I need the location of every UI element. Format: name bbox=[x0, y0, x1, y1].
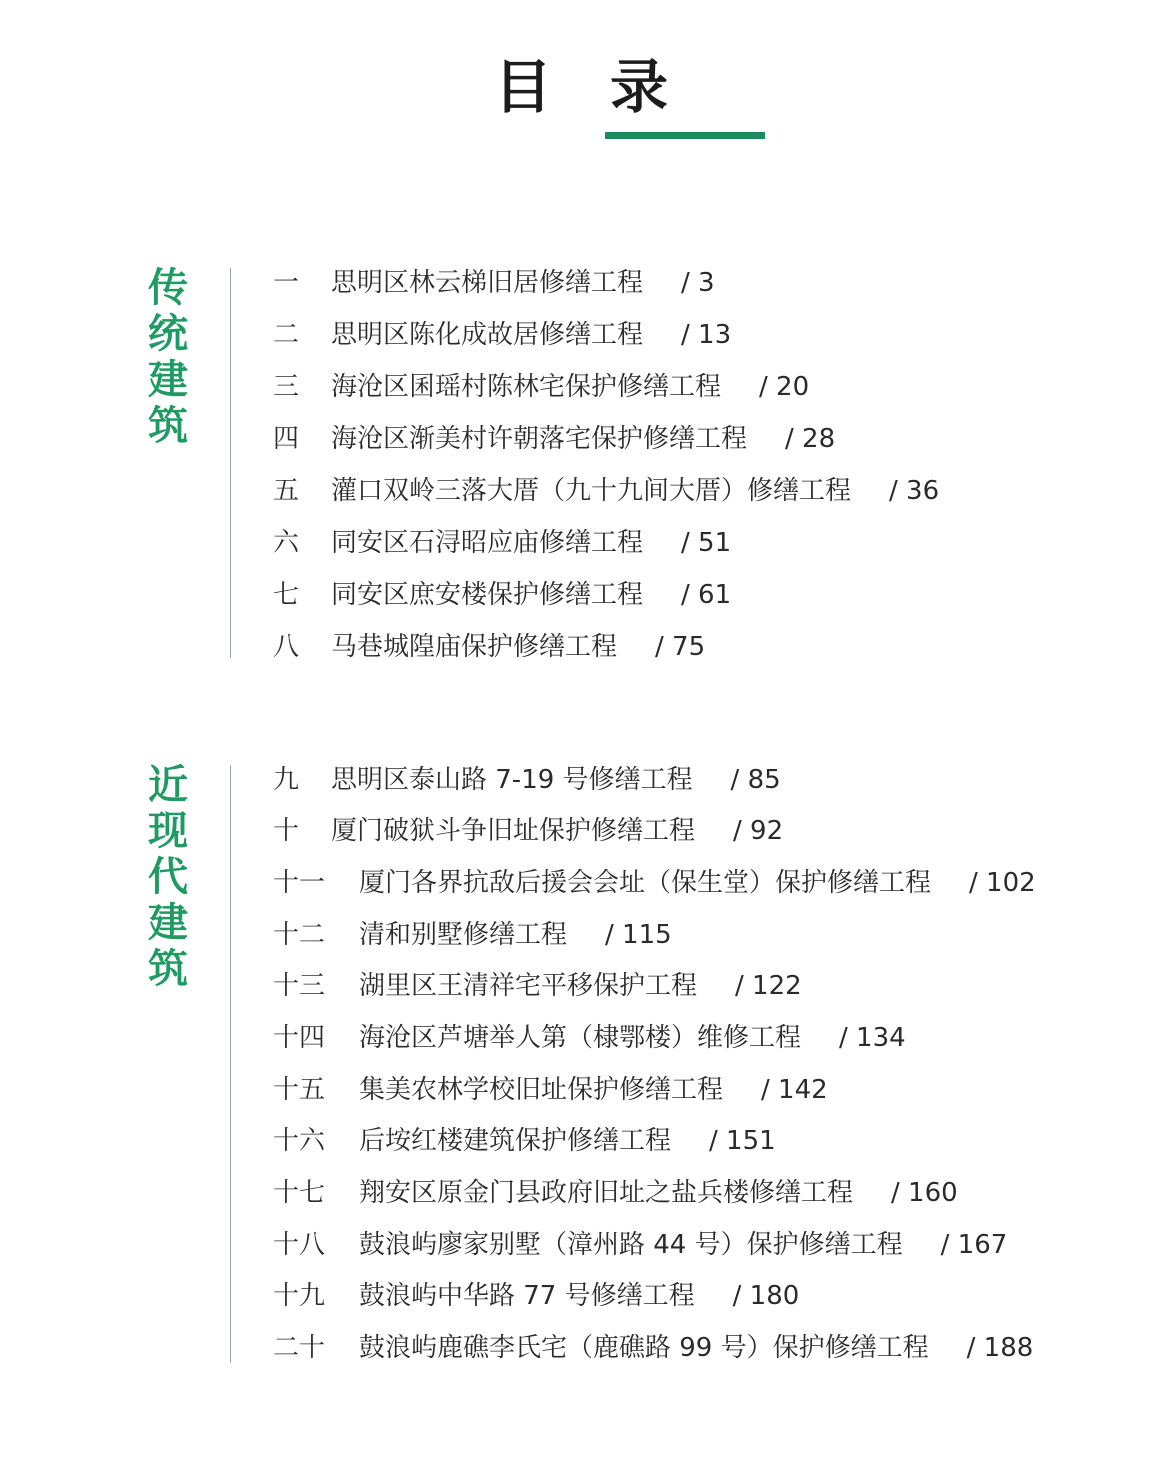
section-label-char: 传 bbox=[148, 265, 188, 311]
toc-entry[interactable] bbox=[273, 523, 731, 563]
entry-title: 同安区石浔昭应庙修缮工程 bbox=[331, 528, 644, 558]
entry-title: 海沧区芦塘举人第（棣鄂楼）维修工程 bbox=[359, 1023, 802, 1053]
entry-page: / 102 bbox=[969, 868, 1036, 898]
entry-number: 四 bbox=[273, 424, 300, 454]
toc-entry[interactable] bbox=[273, 575, 731, 615]
entry-page: / 3 bbox=[681, 268, 715, 298]
section-label-char: 筑 bbox=[148, 403, 188, 449]
entry-page: / 85 bbox=[730, 765, 781, 795]
entry-page: / 75 bbox=[655, 632, 706, 662]
toc-entry[interactable] bbox=[273, 760, 781, 800]
toc-entry[interactable] bbox=[273, 471, 939, 511]
toc-entry[interactable] bbox=[273, 1121, 776, 1161]
section-label-char: 现 bbox=[148, 808, 188, 854]
entry-title: 厦门破狱斗争旧址保护修缮工程 bbox=[331, 816, 696, 846]
entry-title: 同安区庶安楼保护修缮工程 bbox=[331, 580, 644, 610]
entry-number: 十二 bbox=[273, 920, 326, 950]
entry-number: 八 bbox=[273, 632, 300, 662]
entry-page: / 20 bbox=[759, 372, 810, 402]
section-label-char: 代 bbox=[148, 854, 188, 900]
entry-number: 十八 bbox=[273, 1230, 326, 1260]
toc-entry[interactable] bbox=[273, 1328, 1033, 1368]
entry-title: 鼓浪屿中华路 77 号修缮工程 bbox=[359, 1281, 695, 1311]
entry-page: / 36 bbox=[889, 476, 940, 506]
entry-page: / 61 bbox=[681, 580, 732, 610]
section-label-char: 建 bbox=[148, 357, 188, 403]
entry-number: 二十 bbox=[273, 1333, 326, 1363]
toc-entry[interactable] bbox=[273, 627, 705, 667]
section-label-traditional bbox=[146, 265, 190, 449]
entry-title: 鼓浪屿鹿礁李氏宅（鹿礁路 99 号）保护修缮工程 bbox=[359, 1333, 929, 1363]
title-char-2: 录 bbox=[610, 53, 669, 121]
section-label-char: 建 bbox=[148, 900, 188, 946]
entry-number: 十七 bbox=[273, 1178, 326, 1208]
entry-page: / 28 bbox=[785, 424, 836, 454]
entry-number: 九 bbox=[273, 765, 300, 795]
section-divider-traditional bbox=[230, 268, 231, 658]
entry-title: 灌口双岭三落大厝（九十九间大厝）修缮工程 bbox=[331, 476, 852, 506]
toc-entry[interactable] bbox=[273, 1018, 906, 1058]
entry-page: / 51 bbox=[681, 528, 732, 558]
entry-page: / 13 bbox=[681, 320, 732, 350]
toc-entry[interactable] bbox=[273, 1276, 799, 1316]
entry-page: / 151 bbox=[709, 1126, 776, 1156]
entry-title: 翔安区原金门县政府旧址之盐兵楼修缮工程 bbox=[359, 1178, 854, 1208]
entry-number: 七 bbox=[273, 580, 300, 610]
entry-number: 十六 bbox=[273, 1126, 326, 1156]
entry-title: 马巷城隍庙保护修缮工程 bbox=[331, 632, 618, 662]
entry-number: 十 bbox=[273, 816, 300, 846]
entry-title: 后垵红楼建筑保护修缮工程 bbox=[359, 1126, 672, 1156]
entry-title: 思明区林云梯旧居修缮工程 bbox=[331, 268, 644, 298]
entry-title: 厦门各界抗敌后援会会址（保生堂）保护修缮工程 bbox=[359, 868, 932, 898]
page-title bbox=[0, 52, 1162, 122]
title-char-1: 目 bbox=[493, 53, 552, 121]
toc-entry[interactable] bbox=[273, 419, 835, 459]
entry-title: 集美农林学校旧址保护修缮工程 bbox=[359, 1075, 724, 1105]
toc-entry[interactable] bbox=[273, 1225, 1007, 1265]
entry-page: / 122 bbox=[735, 971, 802, 1001]
toc-entry[interactable] bbox=[273, 966, 802, 1006]
entry-page: / 92 bbox=[733, 816, 784, 846]
entry-number: 十五 bbox=[273, 1075, 326, 1105]
entry-number: 一 bbox=[273, 268, 300, 298]
toc-entry[interactable] bbox=[273, 811, 783, 851]
entry-page: / 134 bbox=[839, 1023, 906, 1053]
entry-title: 海沧区囷瑶村陈林宅保护修缮工程 bbox=[331, 372, 722, 402]
section-label-char: 统 bbox=[148, 311, 188, 357]
section-label-char: 筑 bbox=[148, 946, 188, 992]
entry-number: 十一 bbox=[273, 868, 326, 898]
entry-title: 思明区泰山路 7-19 号修缮工程 bbox=[331, 765, 693, 795]
toc-entry[interactable] bbox=[273, 263, 715, 303]
toc-entry[interactable] bbox=[273, 315, 731, 355]
entry-number: 三 bbox=[273, 372, 300, 402]
section-divider-modern bbox=[230, 765, 231, 1363]
entry-number: 十三 bbox=[273, 971, 326, 1001]
entry-number: 五 bbox=[273, 476, 300, 506]
section-label-modern bbox=[146, 762, 190, 992]
entry-number: 六 bbox=[273, 528, 300, 558]
entry-title: 思明区陈化成故居修缮工程 bbox=[331, 320, 644, 350]
entry-number: 十九 bbox=[273, 1281, 326, 1311]
entry-title: 清和别墅修缮工程 bbox=[359, 920, 568, 950]
entry-page: / 167 bbox=[940, 1230, 1008, 1260]
toc-entry[interactable] bbox=[273, 1070, 828, 1110]
entry-title: 海沧区渐美村许朝落宅保护修缮工程 bbox=[331, 424, 748, 454]
entry-title: 湖里区王清祥宅平移保护工程 bbox=[359, 971, 698, 1001]
entry-page: / 160 bbox=[891, 1178, 958, 1208]
entry-number: 二 bbox=[273, 320, 300, 350]
title-underline bbox=[605, 132, 765, 139]
entry-page: / 180 bbox=[732, 1281, 800, 1311]
toc-entry[interactable] bbox=[273, 863, 1036, 903]
entry-title: 鼓浪屿廖家别墅（漳州路 44 号）保护修缮工程 bbox=[359, 1230, 903, 1260]
entry-number: 十四 bbox=[273, 1023, 326, 1053]
entry-page: / 188 bbox=[966, 1333, 1034, 1363]
toc-entry[interactable] bbox=[273, 367, 809, 407]
entry-page: / 115 bbox=[605, 920, 672, 950]
entry-page: / 142 bbox=[761, 1075, 828, 1105]
section-label-char: 近 bbox=[148, 762, 188, 808]
toc-entry[interactable] bbox=[273, 1173, 958, 1213]
toc-entry[interactable] bbox=[273, 915, 672, 955]
